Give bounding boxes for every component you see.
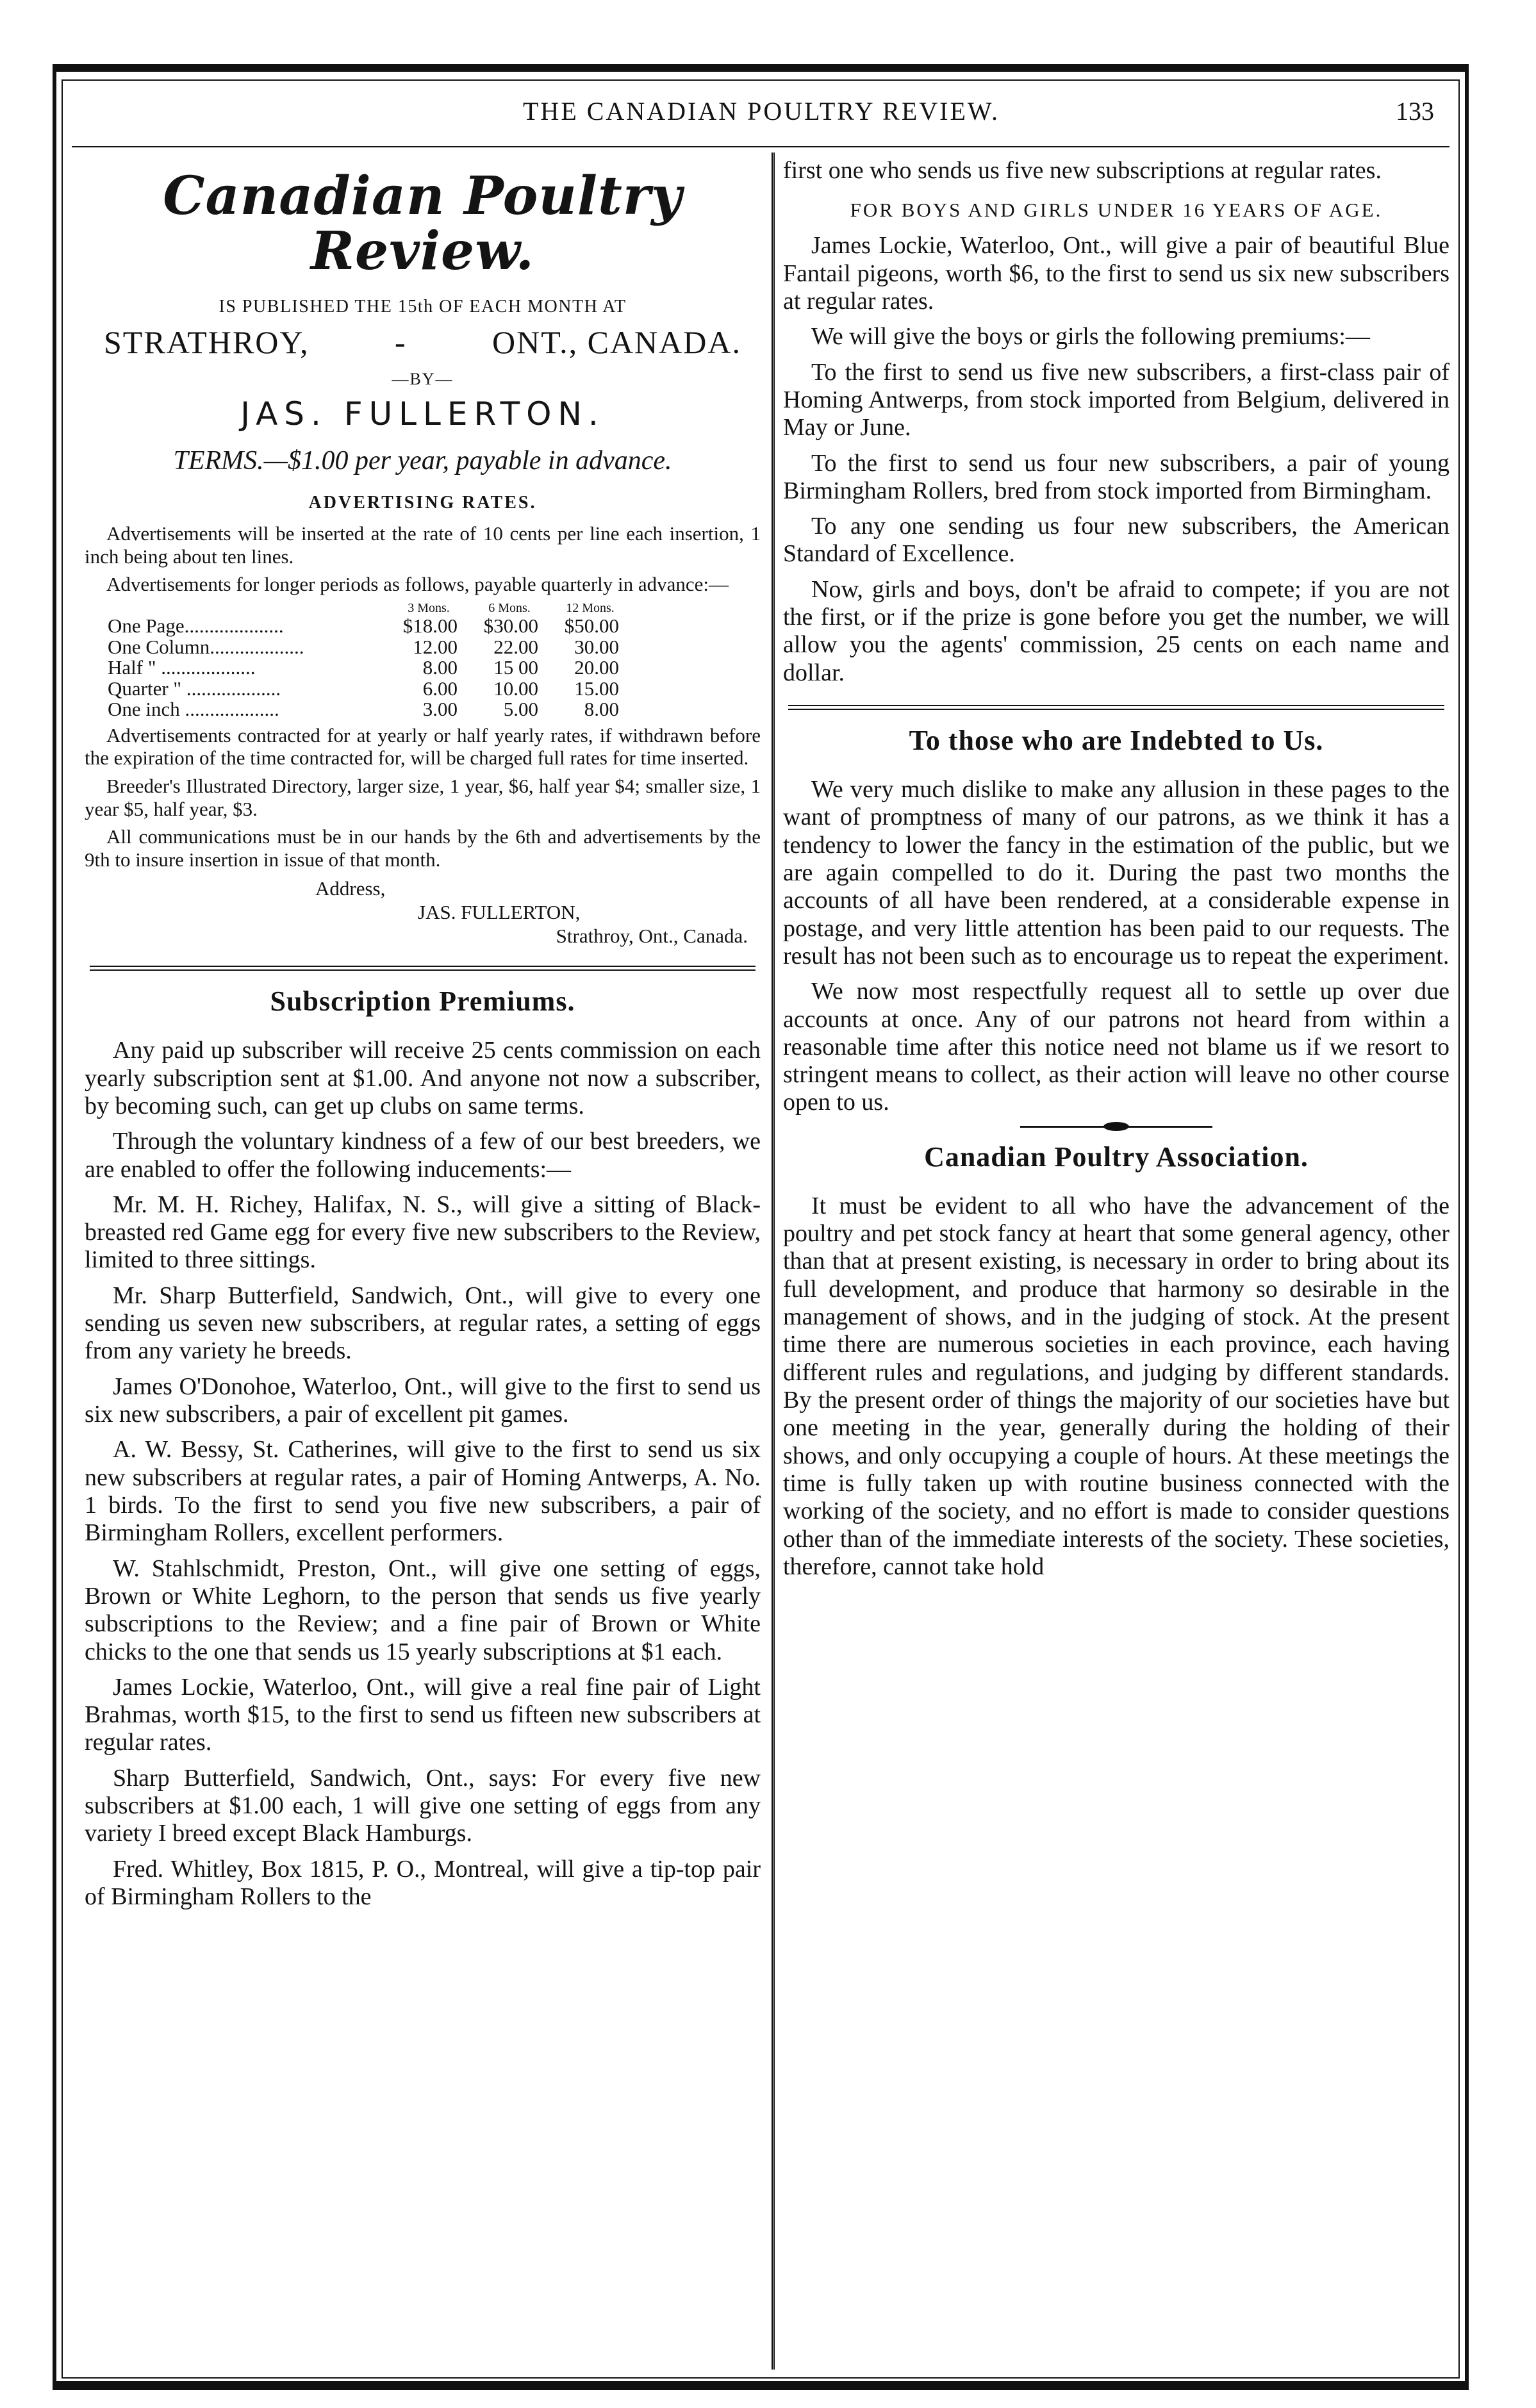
boys-paragraph: We will give the boys or girls the following premiums:— <box>811 323 1370 350</box>
indebted-title: To those who are Indebted to Us. <box>909 725 1324 756</box>
rates-header-row <box>108 601 631 616</box>
masthead-title: Canadian Poultry Review. <box>163 165 682 283</box>
page-number: 133 <box>1396 97 1434 126</box>
association-title: Canadian Poultry Association. <box>924 1141 1309 1173</box>
subscription-premiums-title: Subscription Premiums. <box>270 985 575 1018</box>
boys-paragraph: Now, girls and boys, don't be afraid to compete; if you are not the first, or if the prize is gone before you get the number, we will allow you the agents' commission, 25 cents on each name and dollar. <box>783 575 1449 686</box>
advertising-periods: Advertisements for longer periods as follows, payable quarterly in advance:— <box>106 573 729 596</box>
directory-rates: Breeder's Illustrated Directory, larger size, 1 year, $6, half year $4; smaller size, 1 year $5, half year, $3. <box>85 775 761 820</box>
rates-row-label: Half " ................... <box>108 657 256 679</box>
rates-cell: 12.00 <box>413 635 458 658</box>
published-line: IS PUBLISHED THE 15th OF EACH MONTH AT <box>219 297 627 317</box>
premium-paragraph: Fred. Whitley, Box 1815, P. O., Montreal, will give a tip-top pair of Birmingham Rollers to the <box>85 1855 761 1910</box>
address-label: Address, <box>315 877 386 900</box>
column-separator <box>772 153 775 2370</box>
rates-row-label: One inch ................... <box>108 699 279 720</box>
right-column <box>783 157 1449 2371</box>
rates-row-label: One Page.................... <box>108 616 284 637</box>
editor-name: JAS. FULLERTON. <box>240 395 605 433</box>
rates-cell: $50.00 <box>564 614 619 638</box>
section-divider <box>788 705 1444 710</box>
rates-row <box>108 699 631 720</box>
ornamental-rule <box>1020 1126 1212 1128</box>
premium-paragraph: Mr. M. H. Richey, Halifax, N. S., will give a sitting of Black-breasted red Game egg for every five new subscribers to the Review, limited to three sittings. <box>85 1191 761 1274</box>
boys-paragraph: To any one sending us four new subscribers, the American Standard of Excellence. <box>783 513 1449 568</box>
boys-girls-heading: FOR BOYS AND GIRLS UNDER 16 YEARS OF AGE. <box>850 199 1383 222</box>
premium-paragraph: Mr. Sharp Butterfield, Sandwich, Ont., will give to every one sending us seven new subscribers, at regular rates, a setting of eggs from any variety he breeds. <box>85 1282 761 1365</box>
place-line <box>104 324 741 361</box>
running-title: THE CANADIAN POULTRY REVIEW. <box>523 97 1000 126</box>
rates-cell: 22.00 <box>493 635 538 658</box>
premium-paragraph: Through the voluntary kindness of a few of our best breeders, we are enabled to offer the following inducements:— <box>85 1128 761 1183</box>
by-line: —BY— <box>392 370 454 389</box>
rates-cell: $30.00 <box>483 614 538 638</box>
section-divider <box>90 966 756 971</box>
rates-row-label: Quarter " ................... <box>108 678 281 700</box>
rates-cell: 15 00 <box>493 656 538 679</box>
advertising-heading: ADVERTISING RATES. <box>308 493 537 513</box>
rates-col-6: 6 Mons. <box>488 601 531 616</box>
rates-col-3: 3 Mons. <box>408 601 450 616</box>
rates-cell: $18.00 <box>402 614 458 638</box>
rates-cell: 3.00 <box>422 698 458 721</box>
premium-paragraph: W. Stahlschmidt, Preston, Ont., will give one setting of eggs, Brown or White Leghorn, to the person that sends us five yearly subscriptions to the Review; and a fine pair of Brown or White chicks to the one that sends us 15 yearly subscriptions at $1 each. <box>85 1554 761 1665</box>
premium-paragraph: A. W. Bessy, St. Catherines, will give to the first to send us six new subscribers at regular rates, a pair of Homing Antwerps, A. No. 1 birds. To the first to send you five new subscribers, a pair of Birmingham Rollers, excellent performers. <box>85 1436 761 1547</box>
rates-cell: 8.00 <box>584 698 619 721</box>
rates-cell: 15.00 <box>574 677 619 700</box>
premium-paragraph: Sharp Butterfield, Sandwich, Ont., says: For every five new subscribers at $1.00 each, 1 will give one setting of eggs from any variety I breed except Black Hamburgs. <box>85 1764 761 1847</box>
continued-paragraph: first one who sends us five new subscriptions at regular rates. <box>783 157 1382 184</box>
advertising-intro: Advertisements will be inserted at the rate of 10 cents per line each insertion, 1 inch being about ten lines. <box>85 522 761 568</box>
left-column <box>85 157 761 2371</box>
premium-paragraph: James Lockie, Waterloo, Ont., will give a real fine pair of Light Brahmas, worth $15, to the first to send us fifteen new subscribers at regular rates. <box>85 1673 761 1756</box>
place-province: ONT., CANADA. <box>492 324 741 361</box>
indebted-paragraph: We now most respectfully request all to settle up over due accounts at once. Any of our patrons not heard from within a reasonable time after this notice need not blame us if we resort to stringent means to collect, as their action will leave no other course open to us. <box>783 978 1449 1116</box>
boys-paragraph: To the first to send us five new subscribers, a first-class pair of Homing Antwerps, from stock imported from Belgium, delivered in May or June. <box>783 358 1449 441</box>
place-town: STRATHROY, <box>104 324 310 361</box>
address-place: Strathroy, Ont., Canada. <box>556 925 748 948</box>
rates-cell: 20.00 <box>574 656 619 679</box>
subscription-terms: TERMS.—$1.00 per year, payable in advance. <box>173 446 672 476</box>
place-dash: - <box>394 324 407 361</box>
boys-paragraph: To the first to send us four new subscribers, a pair of young Birmingham Rollers, bred from stock imported from Birmingham. <box>783 449 1449 504</box>
advertising-rates-table <box>108 601 631 720</box>
address-name: JAS. FULLERTON, <box>418 900 581 923</box>
communications-note: All communications must be in our hands by the 6th and advertisements by the 9th to insure insertion in issue of that month. <box>85 825 761 871</box>
premium-paragraph: James O'Donohoe, Waterloo, Ont., will give to the first to send us six new subscribers, a pair of excellent pit games. <box>85 1373 761 1428</box>
advertising-contracted: Advertisements contracted for at yearly or half yearly rates, if withdrawn before the expiration of the time contracted for, will be charged full rates for time inserted. <box>85 723 761 770</box>
rates-row <box>108 637 631 658</box>
rates-row-label: One Column................... <box>108 636 304 658</box>
premium-paragraph: Any paid up subscriber will receive 25 cents commission on each yearly subscription sent at $1.00. And anyone not now a subscriber, by becoming such, can get up clubs on same terms. <box>85 1037 761 1119</box>
rates-row <box>108 616 631 637</box>
rates-cell: 10.00 <box>493 677 538 700</box>
rates-row <box>108 679 631 700</box>
address-block <box>85 877 761 948</box>
rates-cell: 6.00 <box>422 677 458 700</box>
indebted-paragraph: We very much dislike to make any allusion in these pages to the want of promptness of many of our patrons, as we think it has a tendency to lower the fancy in the estimation of the public, but we are again compelled to do it. During the past two months the accounts of all have been rendered, at a considerable expense in postage, and very little attention has been paid to our requests. The result has not been such as to encourage us to repeat the experiment. <box>783 776 1449 969</box>
rates-row <box>108 657 631 679</box>
rates-cell: 30.00 <box>574 635 619 658</box>
rates-cell: 5.00 <box>503 698 538 721</box>
rates-col-12: 12 Mons. <box>566 601 615 616</box>
boys-paragraph: James Lockie, Waterloo, Ont., will give a pair of beautiful Blue Fantail pigeons, worth $6, to the first to send us six new subscribers at regular rates. <box>783 232 1449 315</box>
running-head <box>64 90 1458 135</box>
rates-cell: 8.00 <box>422 656 458 679</box>
association-paragraph: It must be evident to all who have the advancement of the poultry and pet stock fancy at heart that some general agency, other than that at present existing, is necessary in order to bring about its full development, and produce that harmony so desirable in the management of shows, and in the judging of stock. At the present time there are numerous societies in each province, each having different rules and regulations, and judging by different standards. By the present order of things the majority of our societies have but one meeting in the year, generally during the holding of their shows, and only occupying a couple of hours. At these meetings the time is fully taken up with routine business connected with the working of the society, and no effort is made to consider questions other than of the immediate interests of the society. These societies, therefore, cannot take hold <box>783 1192 1449 1580</box>
header-rule <box>72 146 1449 147</box>
